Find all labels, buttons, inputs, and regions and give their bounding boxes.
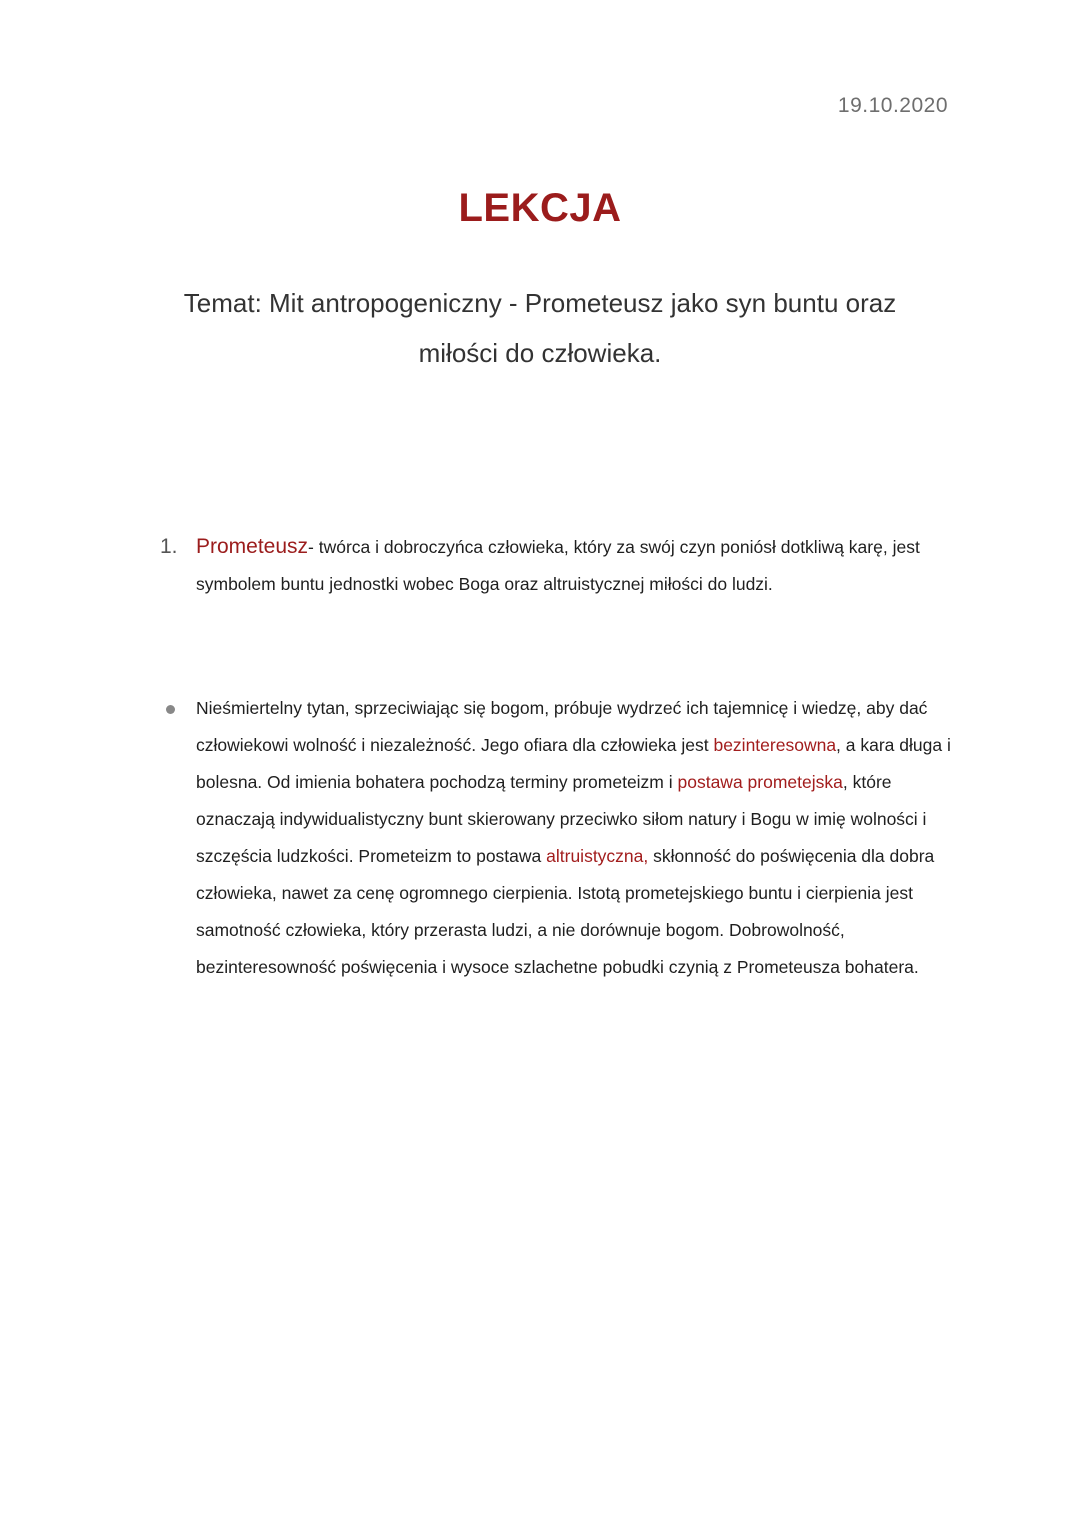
paragraph-text: , które oznaczają indywidualistyczny bunt skierowany przeciwko siłom natury i Bogu w imię wolności i szczęścia ludzkości. Prometeizm to postawa bbox=[196, 772, 927, 866]
lesson-topic: Temat: Mit antropogeniczny - Prometeusz jako syn buntu oraz miłości do człowieka. bbox=[183, 288, 897, 368]
highlighted-term: Prometeusz bbox=[196, 535, 309, 558]
highlighted-term: postawa prometejska bbox=[677, 772, 843, 792]
paragraph-text: skłonność do poświęcenia dla dobra człowieka, nawet za cenę ogromnego cierpienia. Istotą prometejskiego buntu i cierpienia jest samotność człowieka, który przerasta ludzi, a nie dorównuje bogom. Dobrowolność, bezinteresowność poświęcenia i wysoce szlachetne pobudki czynią z Prometeusza bohatera. bbox=[196, 846, 935, 977]
bullet-list bbox=[160, 690, 960, 986]
page-title: LEKCJA bbox=[458, 186, 622, 230]
document-date: 19.10.2020 bbox=[837, 94, 948, 117]
definition-text: - twórca i dobroczyńca człowieka, który za swój czyn poniósł dotkliwą karę, jest symbolem buntu jednostki wobec Boga oraz altruistycznej miłości do ludzi. bbox=[196, 537, 920, 594]
list-item bbox=[160, 528, 960, 603]
paragraph-text: , a kara długa i bolesna. Od imienia bohatera pochodzą terminy prometeizm i bbox=[196, 735, 951, 792]
numbered-list bbox=[160, 528, 960, 603]
highlighted-term: altruistyczna, bbox=[546, 846, 649, 866]
list-number: 1. bbox=[160, 535, 178, 558]
bullet-dot-icon bbox=[166, 705, 175, 714]
highlighted-term: bezinteresowna bbox=[713, 735, 837, 755]
paragraph-text: Nieśmiertelny tytan, sprzeciwiając się bogom, próbuje wydrzeć ich tajemnicę i wiedzę, aby dać człowiekowi wolność i niezależność. Jego ofiara dla człowieka jest bbox=[196, 698, 928, 755]
list-item bbox=[160, 690, 960, 986]
